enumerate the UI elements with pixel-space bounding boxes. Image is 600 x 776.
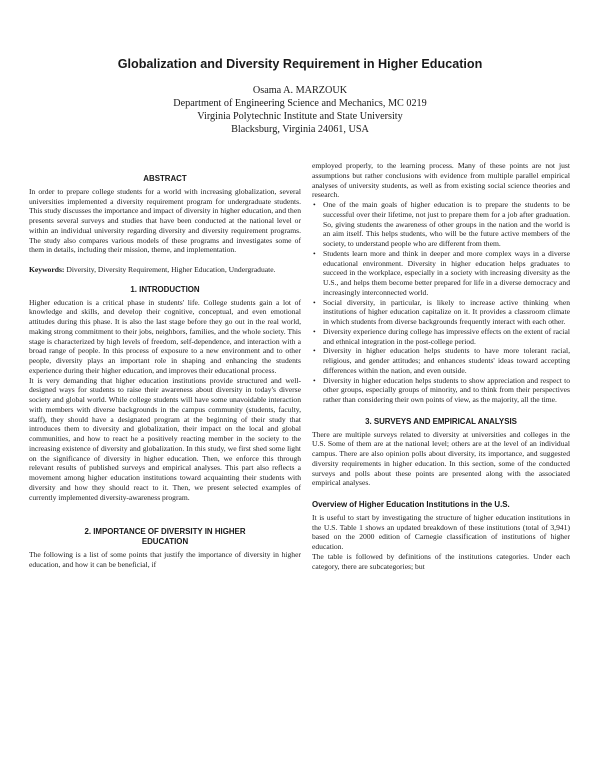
keywords-text: Diversity, Diversity Requirement, Higher Education, Undergraduate. xyxy=(64,265,276,274)
bullet-icon: • xyxy=(313,297,316,307)
bullet-text: Students learn more and think in deeper and more complex ways in a diverse educational environment. Diversity in higher education helps graduates to succeed in the workplace, especially in a society with increasing diversity as the U.S., and helps them become better prepared for life in a diverse democracy and increasingly interconnected world. xyxy=(323,248,570,297)
paper-title: Globalization and Diversity Requirement in Higher Education xyxy=(117,57,483,71)
right-column xyxy=(312,161,570,571)
importance-heading-line-2: EDUCATION xyxy=(141,537,189,546)
list-item xyxy=(312,346,570,375)
importance-heading-line-1: 2. IMPORTANCE OF DIVERSITY IN HIGHER xyxy=(84,527,246,537)
surveys-heading: 3. SURVEYS AND EMPIRICAL ANALYSIS xyxy=(365,416,517,426)
abstract-text: In order to prepare college students for a world with increasing globalization, several universities implemented a diversity requirement program for undergraduate students. This study discusses the importance and impact of diversity in higher education, and then presents several surveys and studies that have been conducted at the national level or within an individual university regarding diversity and diversity requirement programs. The study also compares various models of these programs and investigates some of them in details, including their mission, theme, and implementation. xyxy=(29,186,301,255)
bullet-icon: • xyxy=(313,248,316,258)
bullet-text: Diversity experience during college has impressive effects on the extent of racial and ethnical integration in the post-college period. xyxy=(323,326,570,346)
list-item xyxy=(312,249,570,298)
author-institution: Virginia Polytechnic Institute and State University xyxy=(197,111,403,122)
author-department: Department of Engineering Science and Mechanics, MC 0219 xyxy=(173,98,427,109)
importance-continued: employed properly, to the learning process. Many of these points are not just assumptions but rather conclusions with evidence from multiple parallel empirical analyses of university students, as well as from existing social science theories and research. xyxy=(312,161,570,200)
list-item xyxy=(312,298,570,327)
left-column xyxy=(29,163,301,569)
bullet-icon: • xyxy=(313,326,316,336)
bullet-text: One of the main goals of higher education is to prepare the students to be successful over their lifetime, not just to prepare them for a job after graduation. So, giving students the awareness of other groups in the nation and the world is an aim itself. This helps students, who will be the future active members of the society, to understand people who are different from them. xyxy=(323,200,570,248)
introduction-paragraph-1: Higher education is a critical phase in students' life. College students gain a lot of knowledge and skills, and develop their cognitive, conceptual, and even emotional attitudes during this phase. It is also the last stage before they go out in the real world, making strong commitment to their jobs, neighbors, families, and the whole society. This stage is characterized by high levels of freedom, self-dependence, and interaction with a broad range of people. In this process of exposure to a new environment and to other people, diversity plays an important role in shaping and enhancing the students experience during their higher education, and improves their educational process. xyxy=(29,297,301,375)
list-item xyxy=(312,376,570,405)
list-item xyxy=(312,200,570,249)
keywords-label: Keywords: xyxy=(29,265,65,274)
overview-paragraph-2: The table is followed by definitions of the institutions categories. Under each category, there are subcategories; but xyxy=(312,551,570,571)
bullet-icon: • xyxy=(313,375,316,385)
importance-bullet-list xyxy=(312,200,570,405)
author-name: Osama A. MARZOUK xyxy=(252,85,348,96)
overview-paragraph-1: It is useful to start by investigating the structure of higher education institutions in the U.S. Table 1 shows an updated breakdown of these institutions (total of 3,941) based on the 2000 edition of Carnegie classification of institutions of higher education. xyxy=(312,512,570,551)
author-location: Blacksburg, Virginia 24061, USA xyxy=(231,124,369,135)
surveys-text: There are multiple surveys related to diversity at universities and colleges in the U.S. Some of them are at the national level; others are at the level of an individual campus. There are also opinion polls about diversity, its importance, and suggested diversity requirements in higher education. In this section, some of the conducted surveys and polls about these points are presented along with the associated empirical analyses. xyxy=(312,429,570,488)
bullet-text: Social diversity, in particular, is likely to increase active thinking when institutions of higher education capitalize on it. It provides a classroom climate in which students from diverse backgrounds frequently interact with each other. xyxy=(323,297,570,326)
bullet-text: Diversity in higher education helps students to have more tolerant racial, religious, and gender attitudes; and enhances students' ideas toward accepting differences within the nation, and even outside. xyxy=(323,346,570,375)
abstract-heading: ABSTRACT xyxy=(143,174,187,183)
importance-intro: The following is a list of some points that justify the importance of diversity in higher education, and how it can be beneficial, if xyxy=(29,549,301,569)
bullet-text: Diversity in higher education helps students to show appreciation and respect to other groups, especially groups of minority, and to think from their perspectives rather than considering their own points of view, as the majority, all the time. xyxy=(323,375,570,404)
bullet-icon: • xyxy=(313,200,316,209)
keywords-paragraph xyxy=(29,265,301,275)
list-item xyxy=(312,327,570,347)
introduction-paragraph-2: It is very demanding that higher education institutions provide structured and well-designed ways for students to raise their awareness about diversity in today's diverse society and global world. While college students will have some unavoidable interaction with members with diverse backgrounds in the campus community (students, faculty, staff), they should have a designated program at the beginning of their study that introduces them to diversity and globalization, their impact on the local and global communities, and how to react he a positively reacting member in the society to the increasing existence of diversity and globalization. In this study, we first shed some light on the significance of diversity in higher education. Then, we enforce this through relevant results of published surveys and empirical analyses. This part also reflects a movement among higher education institutions toward acquainting their students with diversity and how they should react to it. Then, we present selected examples of currently implemented diversity-awareness program. xyxy=(29,375,301,502)
bullet-icon: • xyxy=(313,346,316,356)
introduction-heading: 1. INTRODUCTION xyxy=(130,284,200,294)
overview-heading: Overview of Higher Education Institutions in the U.S. xyxy=(312,500,510,509)
